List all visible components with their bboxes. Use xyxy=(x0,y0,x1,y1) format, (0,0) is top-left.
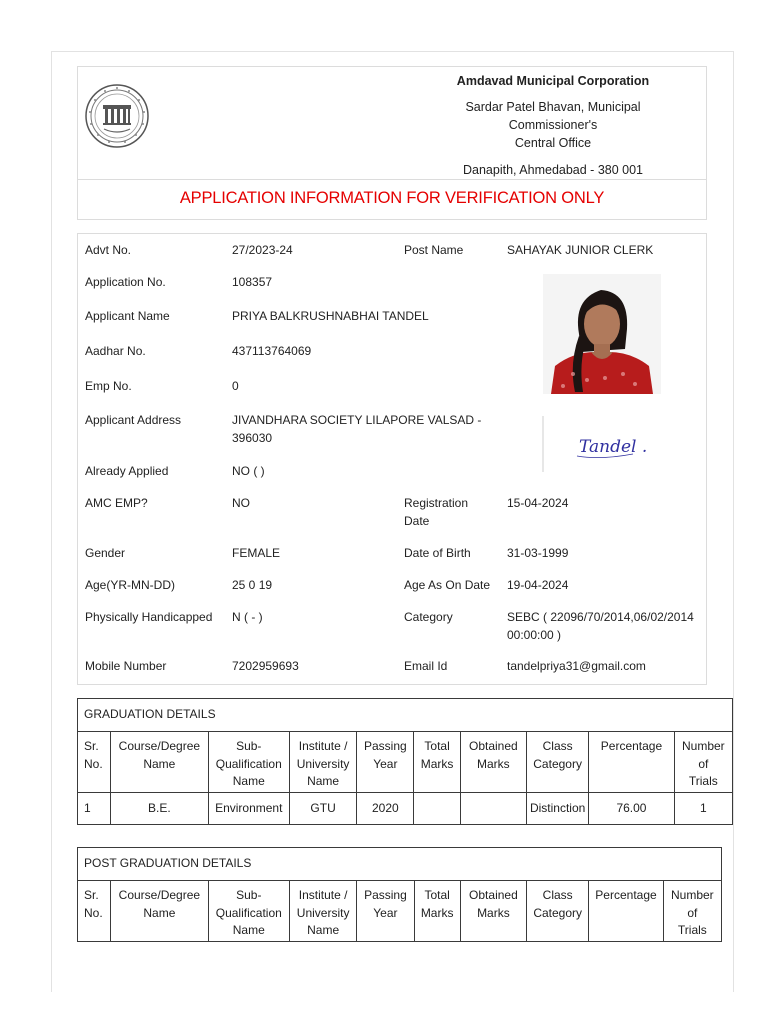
category-value-line-2: 00:00:00 ) xyxy=(507,628,562,642)
emp-no-label: Emp No. xyxy=(85,379,132,393)
col-total-marks: Total Marks xyxy=(414,732,460,793)
col-total-marks: Total Marks xyxy=(414,881,460,942)
col-class-category: Class Category xyxy=(527,881,589,942)
amc-emp-value: NO xyxy=(232,496,250,510)
cell-sr: 1 xyxy=(78,793,111,825)
mobile-number-label: Mobile Number xyxy=(85,659,167,673)
title-box xyxy=(77,178,707,220)
aadhar-no-value: 437113764069 xyxy=(232,344,312,358)
category-label: Category xyxy=(404,610,453,624)
col-course: Course/Degree Name xyxy=(111,732,208,793)
page-title: APPLICATION INFORMATION FOR VERIFICATION ONLY xyxy=(179,189,605,207)
category-value-line-1: SEBC ( 22096/70/2014,06/02/2014 xyxy=(507,610,694,624)
col-sub-qualification: Sub- Qualification Name xyxy=(208,881,289,942)
applicant-address-line-2: 396030 xyxy=(232,431,273,445)
col-percentage: Percentage xyxy=(589,881,663,942)
emp-no-value: 0 xyxy=(232,379,239,393)
svg-text:Tandel .: Tandel . xyxy=(579,437,648,457)
physically-handicapped-value: N ( - ) xyxy=(232,610,263,624)
col-passing-year: Passing Year xyxy=(357,881,414,942)
application-no-value: 108357 xyxy=(232,275,273,289)
registration-date-label-1: Registration xyxy=(404,496,469,510)
cell-class-category: Distinction xyxy=(526,793,588,825)
col-percentage: Percentage xyxy=(589,732,674,793)
applicant-photo xyxy=(543,274,661,394)
col-class-category: Class Category xyxy=(526,732,588,793)
col-sr-no: Sr. No. xyxy=(78,881,111,942)
cell-sub-qualification: Environment xyxy=(208,793,289,825)
already-applied-value: NO ( ) xyxy=(232,464,265,478)
applicant-address-line-1: JIVANDHARA SOCIETY LILAPORE VALSAD - xyxy=(232,413,482,427)
col-institute: Institute / University Name xyxy=(289,881,356,942)
applicant-name-label: Applicant Name xyxy=(85,309,170,323)
advt-no-value: 27/2023-24 xyxy=(232,243,293,257)
graduation-header-row xyxy=(78,732,733,793)
col-institute: Institute / University Name xyxy=(289,732,356,793)
col-trials: Number of Trials xyxy=(674,732,732,793)
cell-obtained-marks xyxy=(460,793,526,825)
header-address xyxy=(428,72,678,179)
gender-label: Gender xyxy=(85,546,126,560)
applicant-signature xyxy=(541,410,665,474)
date-of-birth-label: Date of Birth xyxy=(404,546,471,560)
email-id-label: Email Id xyxy=(404,659,448,673)
cell-course: B.E. xyxy=(111,793,208,825)
registration-date-label-2: Date xyxy=(404,514,430,528)
org-name: Amdavad Municipal Corporation xyxy=(456,74,650,88)
applicant-info xyxy=(77,233,707,685)
aadhar-no-label: Aadhar No. xyxy=(85,344,146,358)
cell-trials: 1 xyxy=(674,793,732,825)
col-passing-year: Passing Year xyxy=(357,732,414,793)
post-name-value: SAHAYAK JUNIOR CLERK xyxy=(507,243,654,257)
cell-institute: GTU xyxy=(289,793,356,825)
col-obtained-marks: Obtained Marks xyxy=(460,881,526,942)
col-course: Course/Degree Name xyxy=(111,881,208,942)
already-applied-label: Already Applied xyxy=(85,464,169,478)
registration-date-value: 15-04-2024 xyxy=(507,496,569,510)
gender-value: FEMALE xyxy=(232,546,281,560)
physically-handicapped-label: Physically Handicapped xyxy=(85,610,213,624)
date-of-birth-value: 31-03-1999 xyxy=(507,546,569,560)
email-id-value: tandelpriya31@gmail.com xyxy=(507,659,646,673)
post-graduation-caption: POST GRADUATION DETAILS xyxy=(78,848,722,881)
post-graduation-table xyxy=(77,847,722,942)
advt-no-label: Advt No. xyxy=(85,243,132,257)
graduation-caption: GRADUATION DETAILS xyxy=(78,699,733,732)
applicant-address-label: Applicant Address xyxy=(85,413,182,427)
header-box xyxy=(77,66,707,180)
age-label: Age(YR-MN-DD) xyxy=(85,578,175,592)
col-obtained-marks: Obtained Marks xyxy=(460,732,526,793)
post-graduation-header-row xyxy=(78,881,722,942)
address-line-2: Central Office xyxy=(514,136,592,150)
age-value: 25 0 19 xyxy=(232,578,273,592)
post-name-label: Post Name xyxy=(404,243,464,257)
age-as-on-date-value: 19-04-2024 xyxy=(507,578,569,592)
application-no-label: Application No. xyxy=(85,275,166,289)
cell-percentage: 76.00 xyxy=(589,793,674,825)
age-as-on-date-label: Age As On Date xyxy=(404,578,491,592)
col-sub-qualification: Sub- Qualification Name xyxy=(208,732,289,793)
cell-passing-year: 2020 xyxy=(357,793,414,825)
mobile-number-value: 7202959693 xyxy=(232,659,299,673)
table-row xyxy=(78,793,733,825)
cell-total-marks xyxy=(414,793,460,825)
graduation-table xyxy=(77,698,733,825)
address-line-1: Sardar Patel Bhavan, Municipal Commissioner's xyxy=(465,100,641,132)
col-trials: Number of Trials xyxy=(663,881,721,942)
amc-emp-label: AMC EMP? xyxy=(85,496,148,510)
col-sr-no: Sr. No. xyxy=(78,732,111,793)
address-line-3: Danapith, Ahmedabad - 380 001 xyxy=(463,163,643,177)
amc-emblem-icon xyxy=(84,83,150,149)
applicant-name-value: PRIYA BALKRUSHNABHAI TANDEL xyxy=(232,309,429,323)
